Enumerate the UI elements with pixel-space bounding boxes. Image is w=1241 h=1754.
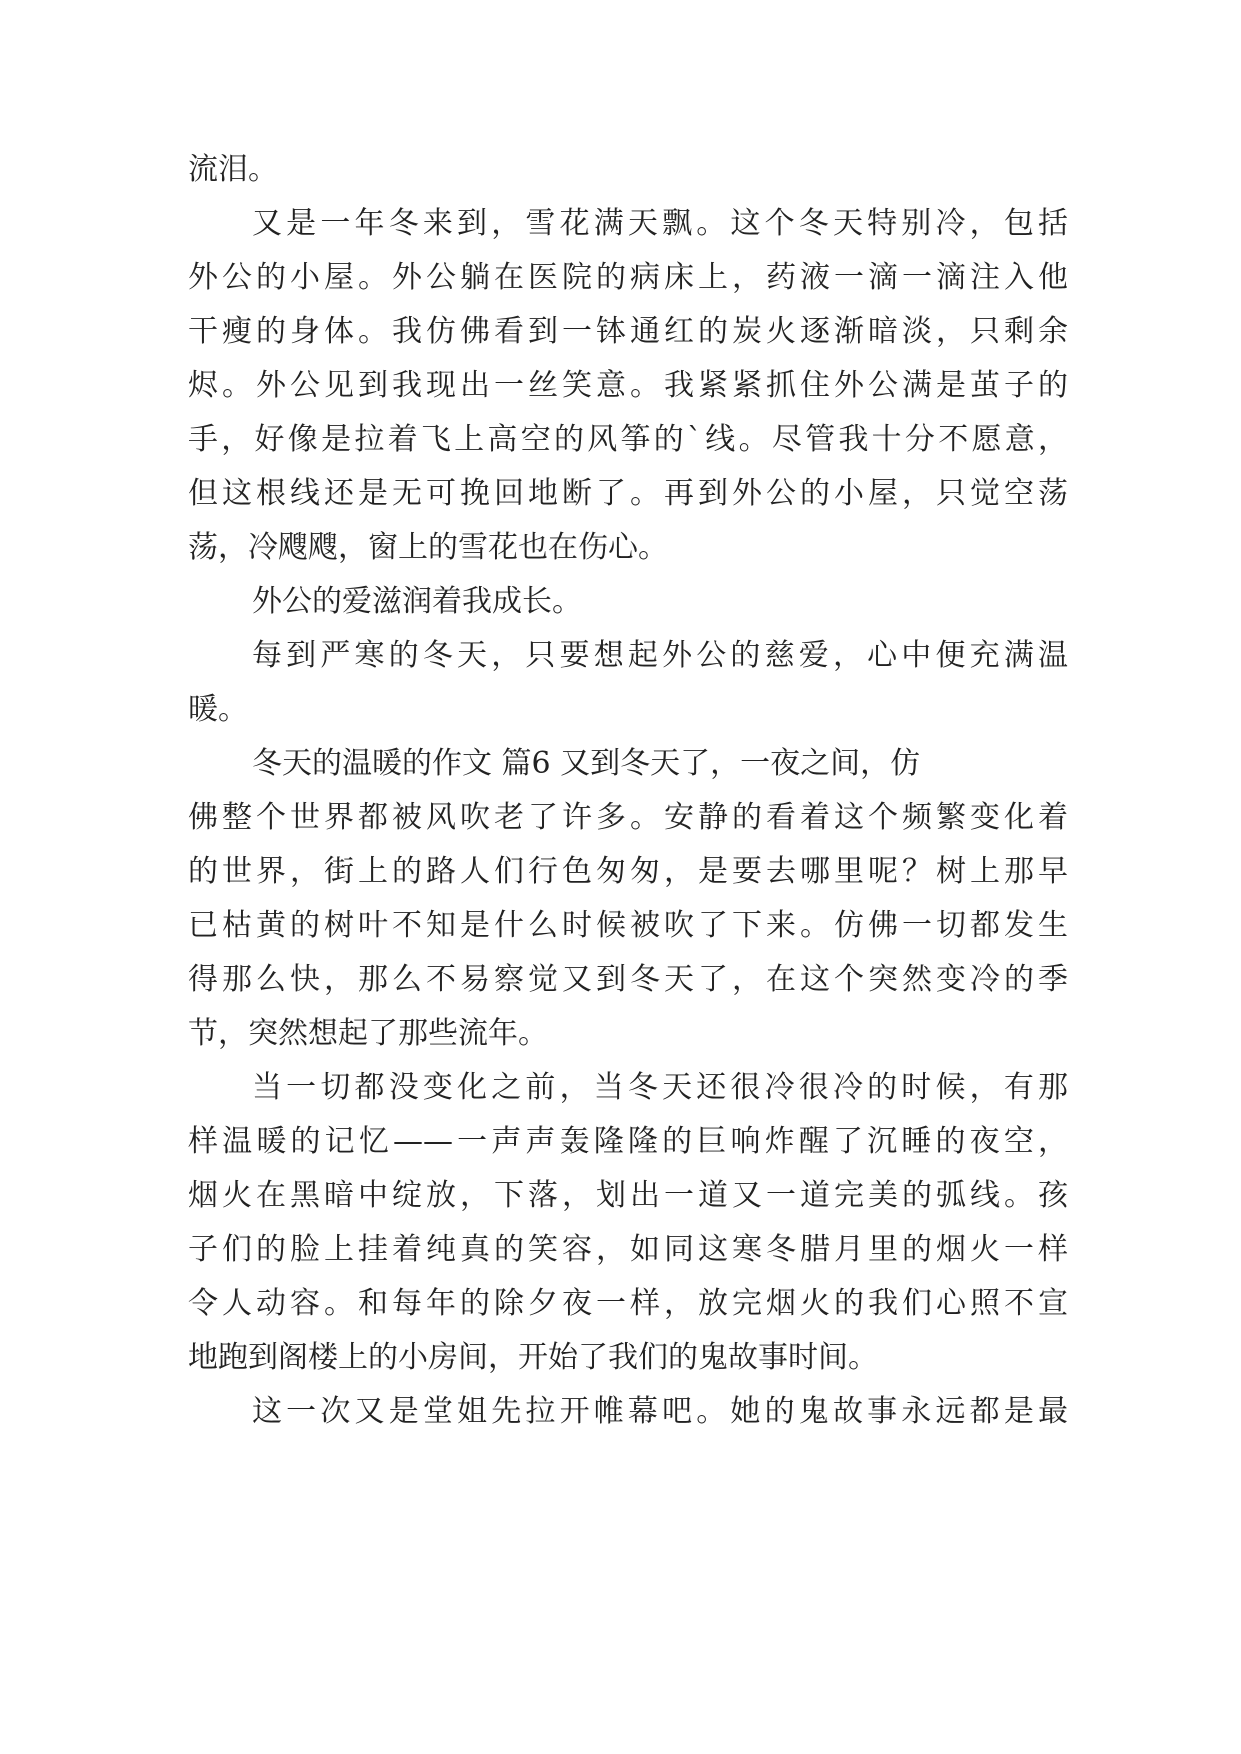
- text-line-16: 得那么快，那么不易察觉又到冬天了，在这个突然变冷的季: [188, 962, 1068, 997]
- text-line-12: 冬天的温暖的作文 篇6 又到冬天了，一夜之间，仿: [252, 746, 921, 781]
- text-line-10: 每到严寒的冬天，只要想起外公的慈爱，心中便充满温: [252, 638, 1068, 673]
- text-line-17: 节，突然想起了那些流年。: [188, 1016, 548, 1051]
- text-line-8: 荡，冷飕飕，窗上的雪花也在伤心。: [188, 530, 668, 565]
- text-line-15: 已枯黄的树叶不知是什么时候被吹了下来。仿佛一切都发生: [188, 908, 1068, 943]
- text-line-14: 的世界，街上的路人们行色匆匆，是要去哪里呢？树上那早: [188, 854, 1068, 889]
- text-line-21: 子们的脸上挂着纯真的笑容，如同这寒冬腊月里的烟火一样: [188, 1232, 1068, 1267]
- text-line-9: 外公的爱滋润着我成长。: [252, 584, 582, 619]
- text-line-23: 地跑到阁楼上的小房间，开始了我们的鬼故事时间。: [188, 1340, 878, 1375]
- text-line-4: 干瘦的身体。我仿佛看到一钵通红的炭火逐渐暗淡，只剩余: [188, 314, 1068, 349]
- text-line-18: 当一切都没变化之前，当冬天还很冷很冷的时候，有那: [252, 1070, 1068, 1105]
- text-line-24: 这一次又是堂姐先拉开帷幕吧。她的鬼故事永远都是最: [252, 1394, 1068, 1429]
- text-line-7: 但这根线还是无可挽回地断了。再到外公的小屋，只觉空荡: [188, 476, 1068, 511]
- text-line-19: 样温暖的记忆——一声声轰隆隆的巨响炸醒了沉睡的夜空，: [188, 1124, 1068, 1159]
- text-line-3: 外公的小屋。外公躺在医院的病床上，药液一滴一滴注入他: [188, 260, 1068, 295]
- text-line-5: 烬。外公见到我现出一丝笑意。我紧紧抓住外公满是茧子的: [188, 368, 1068, 403]
- text-line-20: 烟火在黑暗中绽放，下落，划出一道又一道完美的弧线。孩: [188, 1178, 1068, 1213]
- text-line-11: 暖。: [188, 692, 248, 727]
- text-line-1: 流泪。: [188, 152, 278, 187]
- text-line-13: 佛整个世界都被风吹老了许多。安静的看着这个频繁变化着: [188, 800, 1068, 835]
- text-line-22: 令人动容。和每年的除夕夜一样，放完烟火的我们心照不宣: [188, 1286, 1068, 1321]
- text-line-6: 手，好像是拉着飞上高空的风筝的`线。尽管我十分不愿意，: [188, 422, 1068, 457]
- text-line-2: 又是一年冬来到，雪花满天飘。这个冬天特别冷，包括: [252, 206, 1068, 241]
